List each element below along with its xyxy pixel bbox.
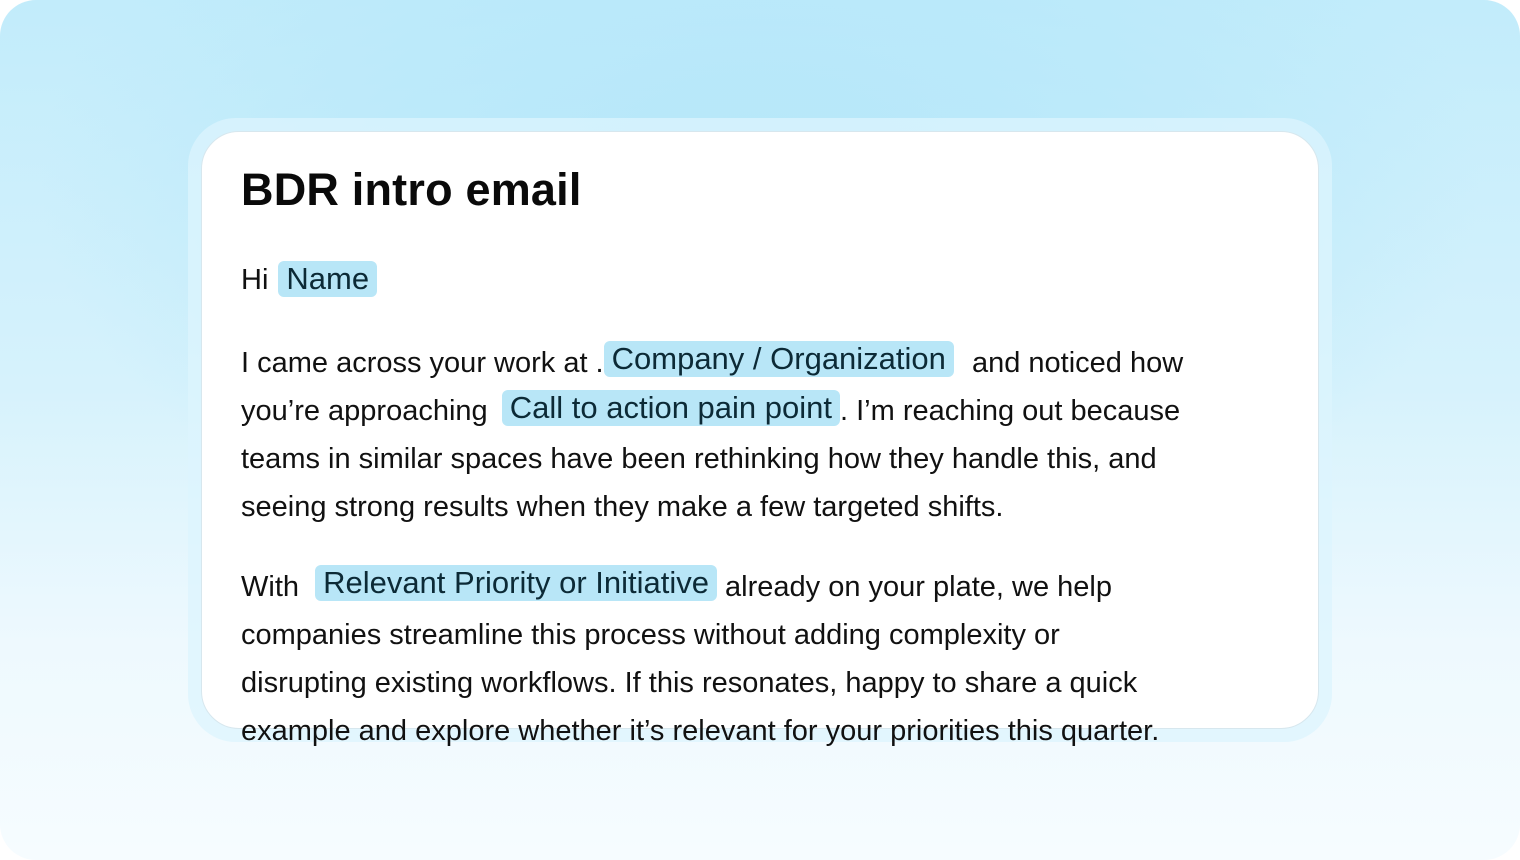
paragraph-1-line-4: seeing strong results when they make a few targeted shifts. [241, 491, 1004, 523]
paragraph-1 [241, 339, 1183, 531]
template-title: BDR intro email [241, 164, 582, 215]
paragraph-1-text: . I’m reaching out because [840, 395, 1181, 427]
paragraph-1-text: I came across your work at . [241, 347, 604, 379]
paragraph-2-line-2: companies streamline this process without adding complexity or [241, 619, 1060, 651]
paragraph-1-line-3: teams in similar spaces have been rethinking how they handle this, and [241, 443, 1157, 475]
pain-point-placeholder-field[interactable]: Call to action pain point [502, 390, 840, 426]
paragraph-2-text: already on your plate, we help [717, 571, 1112, 603]
priority-placeholder-field[interactable]: Relevant Priority or Initiative [315, 565, 717, 601]
email-template-content [241, 132, 1291, 747]
greeting-prefix: Hi [241, 264, 269, 296]
paragraph-2-line-4: example and explore whether it’s relevant for your priorities this quarter. [241, 715, 1160, 747]
name-placeholder-field[interactable]: Name [278, 261, 377, 297]
paragraph-2-line-1 [241, 563, 1159, 611]
paragraph-1-line-2 [241, 387, 1183, 435]
greeting-line [241, 260, 377, 300]
company-placeholder-field[interactable]: Company / Organization [604, 341, 954, 377]
paragraph-2-text: With [241, 571, 308, 603]
paragraph-1-text: you’re approaching [241, 395, 496, 427]
email-template-card [201, 131, 1319, 747]
paragraph-2 [241, 563, 1159, 755]
paragraph-1-line-1 [241, 339, 1183, 387]
paragraph-1-text: and noticed how [963, 347, 1184, 379]
paragraph-2-line-3: disrupting existing workflows. If this resonates, happy to share a quick [241, 667, 1138, 699]
